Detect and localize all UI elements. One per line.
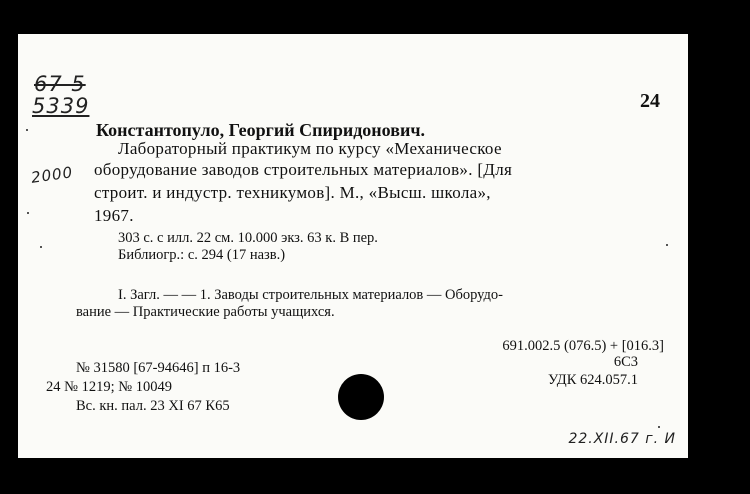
udk-code: УДК 624.057.1 <box>548 372 638 388</box>
title-line-3: строит. и индустр. техникумов]. М., «Высш. школа», <box>94 183 491 202</box>
speck <box>27 212 29 214</box>
handwritten-top-code: 67-5 <box>34 72 86 96</box>
bibliography-note: Библиогр.: с. 294 (17 назв.) <box>118 247 286 263</box>
author-heading: Константопуло, Георгий Спиридонович. <box>96 120 425 140</box>
card-punch-hole <box>338 374 384 420</box>
speck <box>666 244 668 246</box>
registration-line-3: Вс. кн. пал. 23 XI 67 К65 <box>76 398 230 414</box>
subject-line-1: I. Загл. — — 1. Заводы строительных материалов — Оборудо- <box>118 287 503 303</box>
registration-line-2: 24 № 1219; № 10049 <box>46 379 172 395</box>
handwritten-inventory-number: 5339 <box>32 94 90 118</box>
card-number: 24 <box>640 90 660 112</box>
speck <box>40 246 42 248</box>
speck <box>658 426 660 428</box>
title-line-2: оборудование заводов строительных материалов». [Для <box>94 160 513 179</box>
catalog-card <box>18 34 688 458</box>
title-line-4: 1967. <box>94 206 134 225</box>
handwritten-date: 22.XII.67 г. И <box>568 431 676 447</box>
speck <box>26 129 28 131</box>
title-line-1: Лабораторный практикум по курсу «Механическое <box>118 139 502 158</box>
margin-handwritten-note: 2000 <box>29 163 75 187</box>
classification-code: 691.002.5 (076.5) + [016.3] <box>502 338 664 354</box>
subject-line-2: вание — Практические работы учащихся. <box>76 304 335 320</box>
classification-index: 6С3 <box>613 354 638 370</box>
physical-description: 303 с. с илл. 22 см. 10.000 экз. 63 к. В пер. <box>118 230 378 246</box>
registration-line-1: № 31580 [67-94646] п 16-3 <box>76 360 241 376</box>
